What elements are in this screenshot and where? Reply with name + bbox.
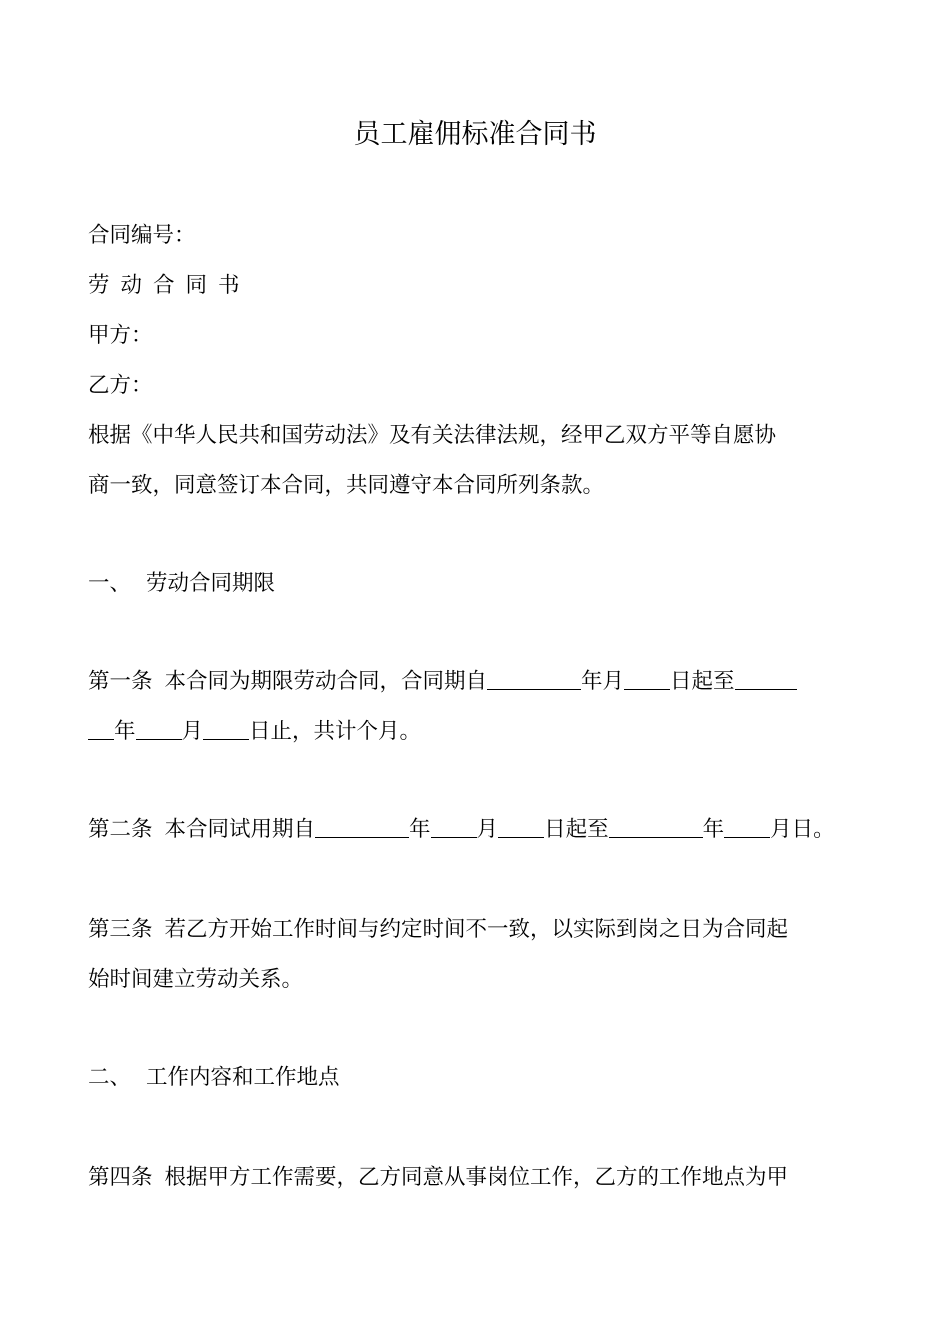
article-text: 月 [476,817,499,842]
article-text: 日止，共计个月。 [249,719,422,744]
blank-field[interactable] [609,815,703,838]
article-text: 年月 [581,669,625,694]
preamble-line-2: 商一致，同意签订本合同，共同遵守本合同所列条款。 [88,473,605,498]
document-subtitle: 劳动合同书 [88,273,251,298]
article-text: 若乙方开始工作时间与约定时间不一致，以实际到岗之日为合同起 [164,917,789,942]
blank-field[interactable] [724,815,770,838]
article-1-line-1 [88,658,878,706]
article-text: 年 [114,719,136,744]
article-text: 年 [409,817,431,842]
article-label: 第一条 [88,669,153,694]
document-title: 员工雇佣标准合同书 [353,119,597,150]
section-number: 一、 [88,571,132,596]
article-text: 日起至 [670,669,735,694]
blank-field[interactable] [498,815,544,838]
party-a-label: 甲方： [88,323,153,348]
section-title: 工作内容和工作地点 [146,1065,340,1090]
article-label: 第四条 [88,1165,153,1190]
preamble-line-1: 根据《中华人民共和国劳动法》及有关法律法规，经甲乙双方平等自愿协 [88,423,777,448]
blank-field[interactable] [431,815,477,838]
article-text: 根据甲方工作需要，乙方同意从事岗位工作，乙方的工作地点为甲 [164,1165,789,1190]
article-text: 月日。 [770,817,835,842]
section-heading-2 [88,1054,878,1102]
blank-field[interactable] [735,667,797,690]
article-2-line-1 [88,806,878,854]
article-1-line-2 [88,708,878,756]
article-text: 本合同为期限劳动合同，合同期自 [164,669,488,694]
article-text: 月 [181,719,204,744]
blank-field[interactable] [88,717,114,740]
section-heading-1 [88,560,878,608]
blank-field[interactable] [136,717,182,740]
blank-field[interactable] [487,667,581,690]
article-label: 第二条 [88,817,153,842]
contract-number-label: 合同编号： [88,223,196,248]
article-4-line-1 [88,1154,878,1202]
section-title: 劳动合同期限 [146,571,276,596]
article-label: 第三条 [88,917,153,942]
article-text: 日起至 [544,817,609,842]
blank-field[interactable] [624,667,670,690]
party-b-label: 乙方： [88,373,153,398]
blank-field[interactable] [203,717,249,740]
article-text: 年 [702,817,725,842]
blank-field[interactable] [315,815,409,838]
article-3-line-2: 始时间建立劳动关系。 [88,967,304,992]
article-text: 本合同试用期自 [164,817,316,842]
section-number: 二、 [88,1065,132,1090]
article-3-line-1 [88,906,878,954]
